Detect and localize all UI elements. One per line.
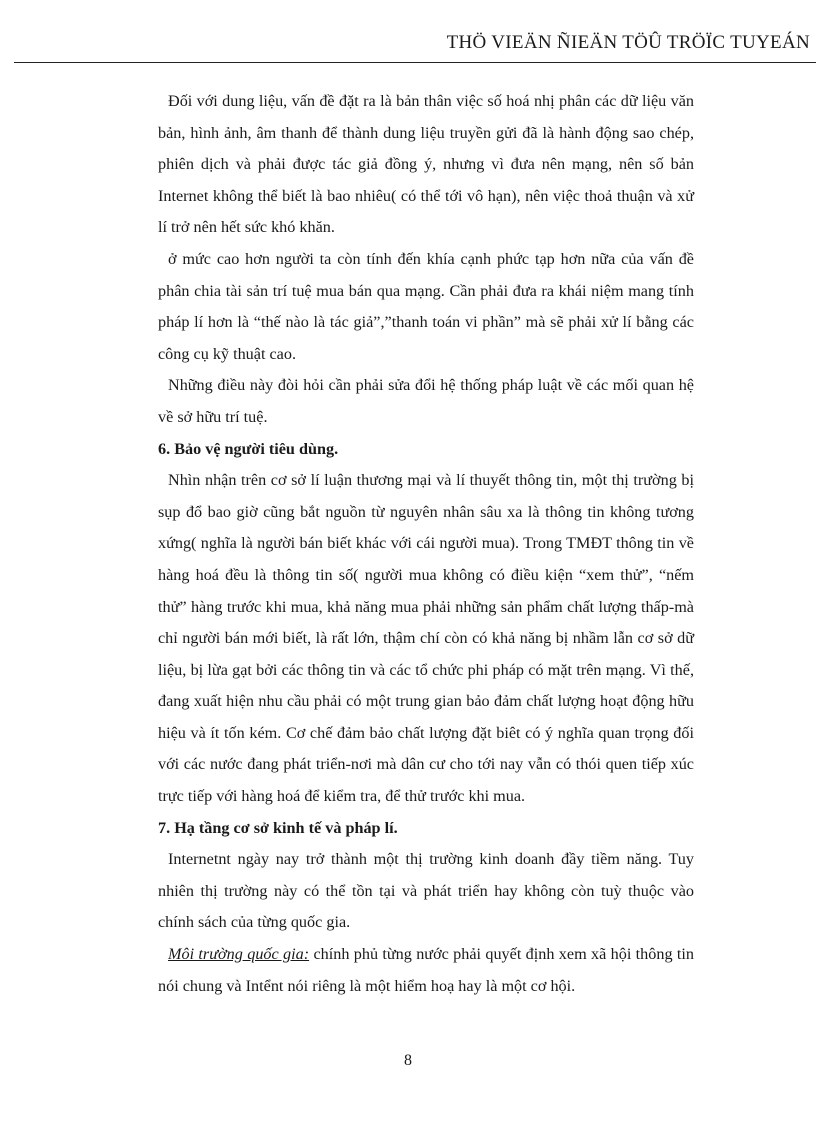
paragraph-legal-reform: Những điều này đòi hỏi cần phải sửa đổi hệ thống pháp luật về các mối quan hệ về sở hữu trí tuệ.: [158, 376, 694, 426]
header-rule: [14, 62, 816, 63]
national-environment-label: Môi trường quốc gia:: [168, 945, 310, 964]
paragraph-intellectual-property: ở mức cao hơn người ta còn tính đến khía cạnh phức tạp hơn nữa của vấn đề phân chia tài sản trí tuệ mua bán qua mạng. Cần phải đưa ra khái niệm mang tính pháp lí hơn là “thế nào là tác giả”,”thanh toán vi phần” mà sẽ phải xử lí bằng các công cụ kỹ thuật cao.: [158, 249, 694, 363]
heading-infrastructure: 7. Hạ tầng cơ sở kinh tế và pháp lí.: [158, 818, 398, 837]
running-header: THÖ VIEÄN ÑIEÄN TÖÛ TRÖÏC TUYEÁN: [446, 32, 810, 53]
paragraph-content-rights: Đối với dung liệu, vấn đề đặt ra là bản thân việc số hoá nhị phân các dữ liệu văn bản, hình ảnh, âm thanh để thành dung liệu truyền gửi đã là hành động sao chép, phiên dịch và phải được tác giả đồng ý, nhưng vì đưa nên mạng, nên số bản Internet không thể biết là bao nhiêu( có thể tới vô hạn), nên việc thoả thuận và xử lí trở nên hết sức khó khăn.: [158, 92, 694, 237]
page-body: [158, 86, 694, 1002]
paragraph-national-environment: [158, 939, 694, 1002]
heading-consumer-protection: 6. Bảo vệ người tiêu dùng.: [158, 439, 339, 458]
paragraph-internet-market: Internetnt ngày nay trở thành một thị trường kinh doanh đầy tiềm năng. Tuy nhiên thị trường này có thể tồn tại và phát triển hay không còn tuỳ thuộc vào chính sách của từng quốc gia.: [158, 850, 694, 932]
national-environment-text: chính phủ từng nước phải quyết định xem xã hội thông tin nói chung và Intểnt nói riêng là một hiểm hoạ hay là một cơ hội.: [158, 945, 694, 995]
page-number: 8: [404, 1052, 412, 1069]
paragraph-consumer-protection: Nhìn nhận trên cơ sở lí luận thương mại và lí thuyết thông tin, một thị trường bị sụp đổ bao giờ cũng bắt nguồn từ nguyên nhân sâu xa là thông tin không tương xứng( nghĩa là người bán biết khác với cái người mua). Trong TMĐT thông tin về hàng hoá đều là thông tin số( người mua không có điều kiện “xem thử”, “nếm thử” hàng trước khi mua, khả năng mua phải những sản phẩm chất lượng thấp-mà chỉ người bán mới biết, là rất lớn, thậm chí còn có khả năng bị nhầm lẫn cơ sở dữ liệu, bị lừa gạt bởi các thông tin và các tổ chức phi pháp có mặt trên mạng. Vì thế, đang xuất hiện nhu cầu phải có một trung gian bảo đảm chất lượng hoạt động hữu hiệu và ít tốn kém. Cơ chế đảm bảo chất lượng đặt biêt có ý nghĩa quan trọng đối với các nước đang phát triển-nơi mà dân cư cho tới nay vẫn có thói quen tiếp xúc trực tiếp với hàng hoá để kiểm tra, để thử trước khi mua.: [158, 471, 694, 806]
